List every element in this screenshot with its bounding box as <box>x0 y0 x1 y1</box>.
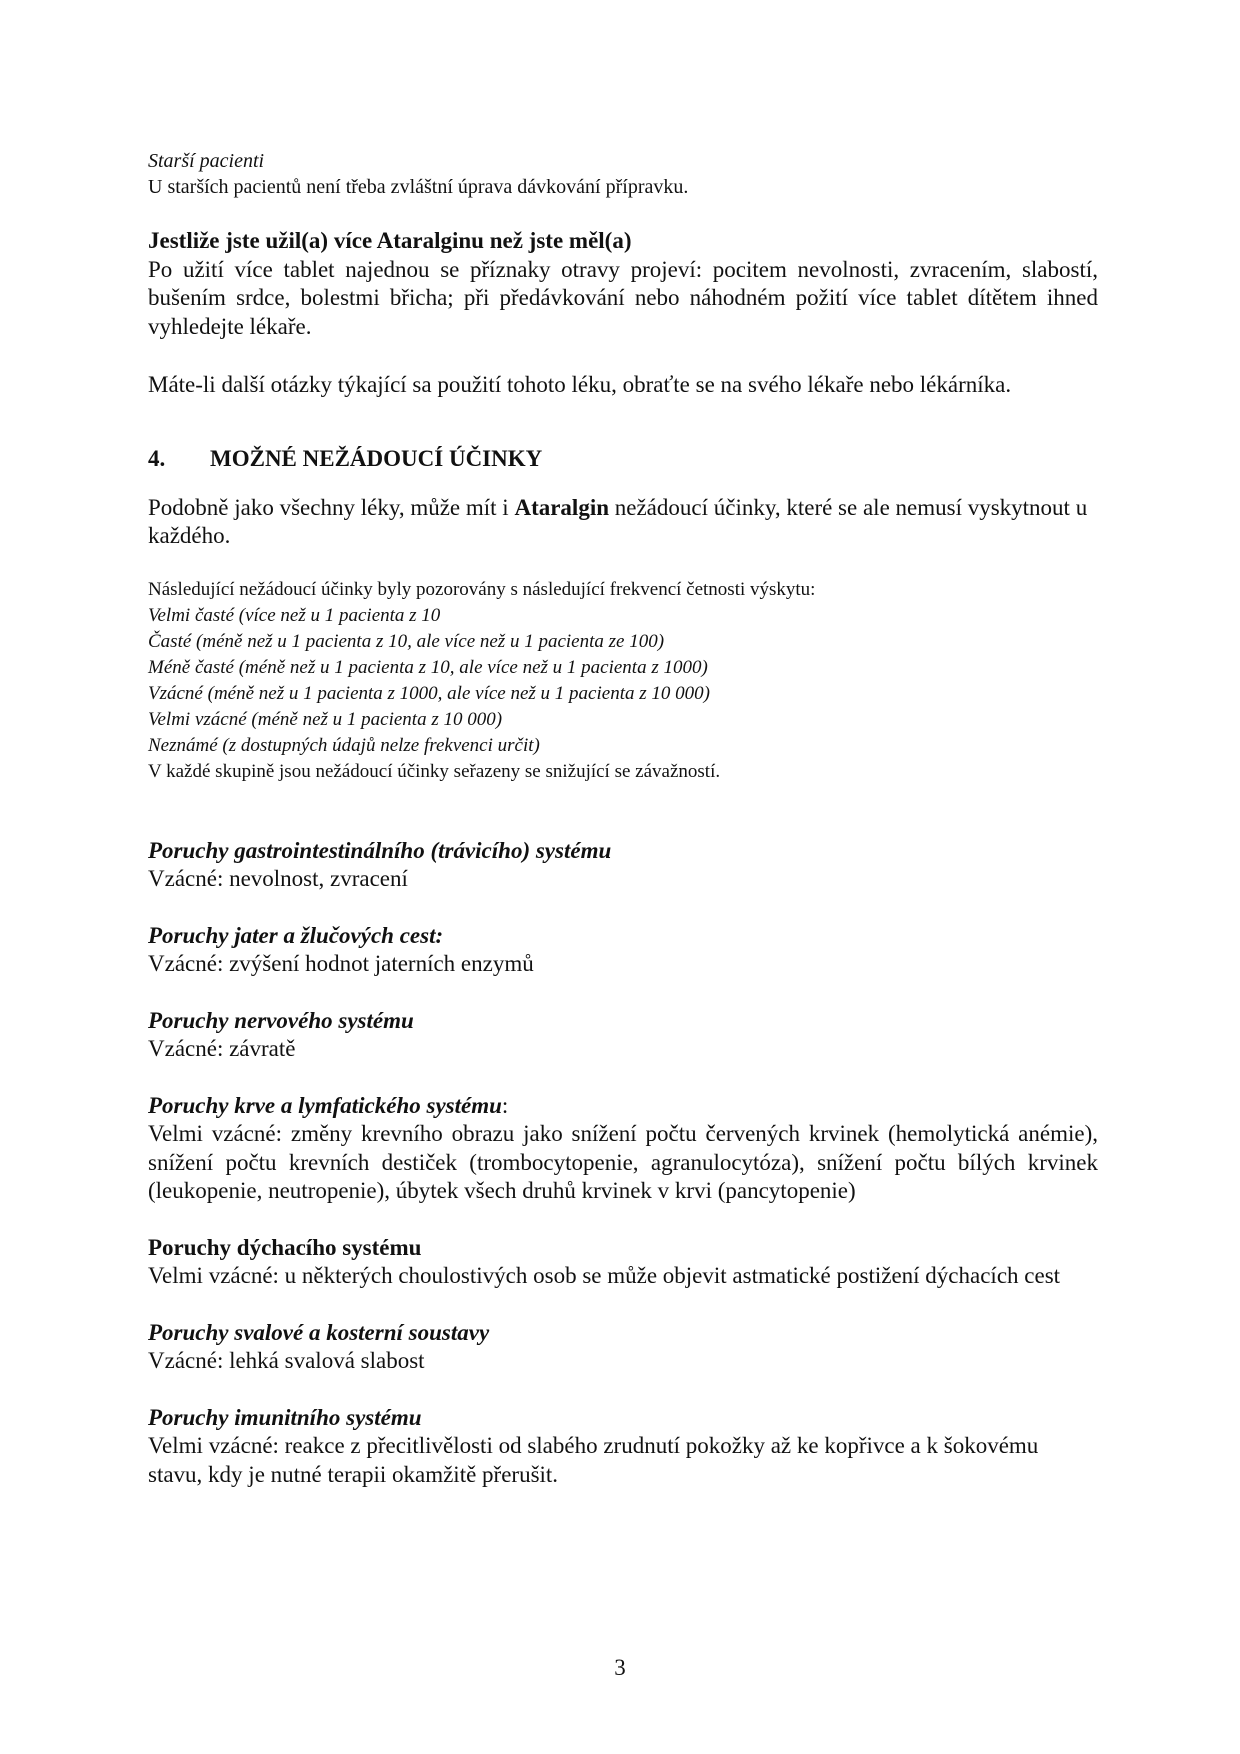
disorder-title: Poruchy gastrointestinálního (trávicího) systému <box>148 837 612 863</box>
frequency-block <box>148 577 1098 785</box>
disorder-text: Vzácné: závratě <box>148 1036 296 1061</box>
disorder-text: Velmi vzácné: reakce z přecitlivělosti od slabého zrudnutí pokožky až ke kopřivce a k šokovému stavu, kdy je nutné terapii okamžitě přerušit. <box>148 1433 1039 1487</box>
frequency-intro: Následující nežádoucí účinky byly pozorovány s následující frekvencí četnosti výskytu: <box>148 578 816 600</box>
frequency-item: Méně časté (méně než u 1 pacienta z 10, ale více než u 1 pacienta z 1000) <box>148 656 708 678</box>
disorder-text: Vzácné: nevolnost, zvracení <box>148 866 408 891</box>
elderly-text: U starších pacientů není třeba zvláštní úprava dávkování přípravku. <box>148 176 689 198</box>
disorder-text: Velmi vzácné: u některých choulostivých osob se může objevit astmatické postižení dýchacích cest <box>148 1263 1061 1288</box>
disorder-section <box>148 1319 1098 1376</box>
frequency-item: Velmi časté (více než u 1 pacienta z 10 <box>148 604 441 626</box>
intro-drug-name: Ataralgin <box>514 494 610 520</box>
disorder-text: Vzácné: lehká svalová slabost <box>148 1348 425 1373</box>
elderly-title: Starší pacienti <box>148 150 265 172</box>
document-page <box>148 148 1098 1489</box>
frequency-item: Vzácné (méně než u 1 pacienta z 1000, ale více než u 1 pacienta z 10 000) <box>148 682 710 704</box>
frequency-item: Časté (méně než u 1 pacienta z 10, ale více než u 1 pacienta ze 100) <box>148 630 665 652</box>
disorder-text: Vzácné: zvýšení hodnot jaterních enzymů <box>148 951 534 976</box>
disorder-title: Poruchy nervového systému <box>148 1007 414 1033</box>
questions-text: Máte-li další otázky týkající sa použití tohoto léku, obraťte se na svého lékaře nebo lékárníka. <box>148 372 1012 397</box>
intro-before: Podobně jako všechny léky, může mít i <box>148 494 515 520</box>
disorder-text: Velmi vzácné: změny krevního obrazu jako snížení počtu červených krvinek (hemolytická anémie), snížení počtu krevních destiček (trombocytopenie, agranulocytóza), snížení počtu bílých krvinek (leukopenie, neutropenie), úbytek všech druhů krvinek v krvi (pancytopenie) <box>148 1121 1098 1203</box>
section-title: MOŽNÉ NEŽÁDOUCÍ ÚČINKY <box>210 445 543 471</box>
disorder-title: Poruchy dýchacího systému <box>148 1234 422 1260</box>
disorder-section <box>148 1404 1098 1490</box>
disorder-section <box>148 837 1098 894</box>
page-number: 3 <box>614 1655 626 1680</box>
overdose-block <box>148 227 1098 341</box>
disorder-section <box>148 1092 1098 1206</box>
intro-after: nežádoucí účinky, které se ale nemusí vyskytnout u každého. <box>148 494 1088 548</box>
frequency-item: Velmi vzácné (méně než u 1 pacienta z 10 000) <box>148 708 503 730</box>
section-heading <box>148 444 1098 474</box>
overdose-text: Po užití více tablet najednou se příznaky otravy projeví: pocitem nevolnosti, zvracením, slabostí, bušením srdce, bolestmi břicha; při předávkování nebo náhodném požití více tablet dítětem ihned vyhledejte lékaře. <box>148 256 1098 339</box>
disorder-title: Poruchy imunitního systému <box>148 1404 422 1430</box>
section-number: 4. <box>148 445 166 471</box>
section-intro <box>148 494 1098 551</box>
frequency-item: Neznámé (z dostupných údajů nelze frekvenci určit) <box>148 734 540 756</box>
disorder-section <box>148 1234 1098 1291</box>
elderly-block <box>148 148 1098 200</box>
overdose-title: Jestliže jste užil(a) více Ataralginu než jste měl(a) <box>148 228 632 253</box>
frequency-outro: V každé skupině jsou nežádoucí účinky seřazeny se snižující se závažností. <box>148 760 721 782</box>
disorder-title: Poruchy svalové a kosterní soustavy <box>148 1319 490 1345</box>
disorder-section <box>148 922 1098 979</box>
disorder-section <box>148 1007 1098 1064</box>
disorder-title: Poruchy krve a lymfatického systému: <box>148 1092 509 1118</box>
disorder-title: Poruchy jater a žlučových cest: <box>148 922 444 948</box>
